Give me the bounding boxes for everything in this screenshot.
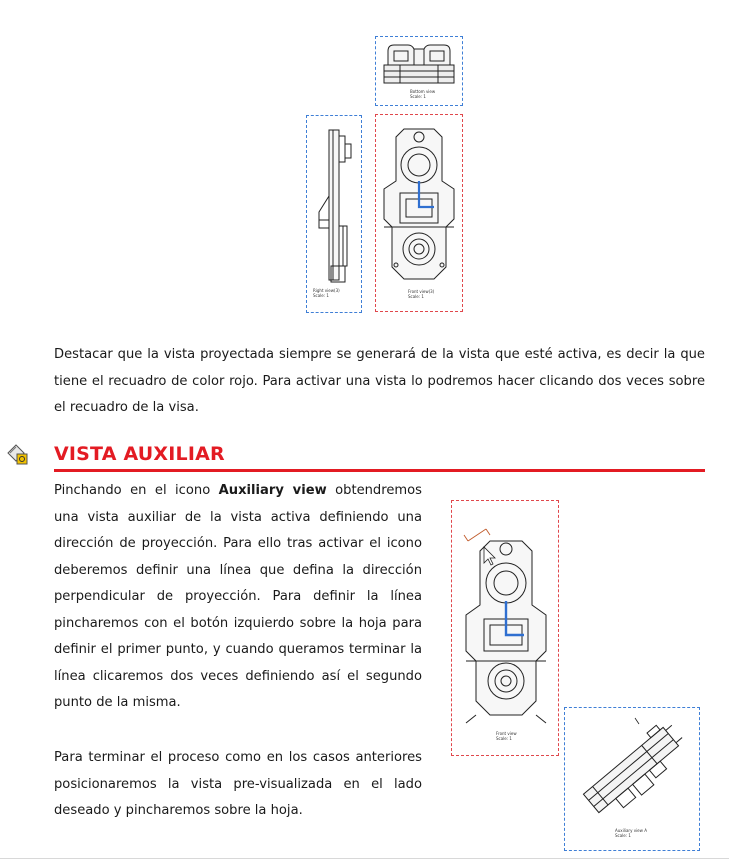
section-rule [54,469,705,472]
auxiliary-paragraph-1 [54,478,422,717]
caption-line: Scale: 1 [615,833,631,838]
text-run: Pinchando en el icono [54,483,219,498]
caption-line: Right view(3) [313,288,340,293]
auxiliary-view-icon[interactable] [6,443,28,465]
right-view-frame[interactable] [306,115,362,313]
caption-line: Scale: 1 [313,293,329,298]
intro-paragraph: Destacar que la vista proyectada siempre se generará de la vista que esté activa, es decir la que tiene el recuadro de color rojo. Para activar una vista lo podremos hacer clicando dos veces sobre el recuadro de la visa. [54,347,705,415]
front-view-drawing [376,115,462,311]
section-title: VISTA AUXILIAR [54,443,225,465]
front-view-frame-active-2[interactable] [451,500,559,756]
text-run: obtendremos una vista auxiliar de la vista activa definiendo una dirección de proyección. Para ello tras activar el icono deberemos definir una línea que defina la dirección perpendicular de proyección. Para definir la línea pincharemos con el botón izquierdo sobre la hoja para definir el primer punto, y cuando queramos terminar la línea clicaremos dos veces definiendo así el segundo punto de la misma. [54,483,422,710]
bottom-view-frame[interactable] [375,36,463,106]
caption-line: Front view(3) [408,289,435,294]
caption-line: Scale: 1 [410,94,426,99]
front-view-drawing-2 [452,501,558,755]
right-view-drawing [307,116,361,312]
caption-line: Front view [496,731,517,736]
auxiliary-view-tool-icon [6,443,28,465]
caption-line: Auxiliary view A [615,828,647,833]
front-view-frame-active[interactable] [375,114,463,312]
auxiliary-paragraph-2: Para terminar el proceso como en los casos anteriores posicionaremos la vista pre-visualizada en el lado deseado y pincharemos sobre la hoja. [54,750,422,818]
caption-line: Bottom view [410,89,436,94]
page-bottom-divider [0,858,729,859]
caption-line: Scale: 1 [496,736,512,741]
caption-line: Scale: 1 [408,294,424,299]
auxiliary-view-term: Auxiliary view [218,483,327,498]
auxiliary-view-frame[interactable] [564,707,700,851]
